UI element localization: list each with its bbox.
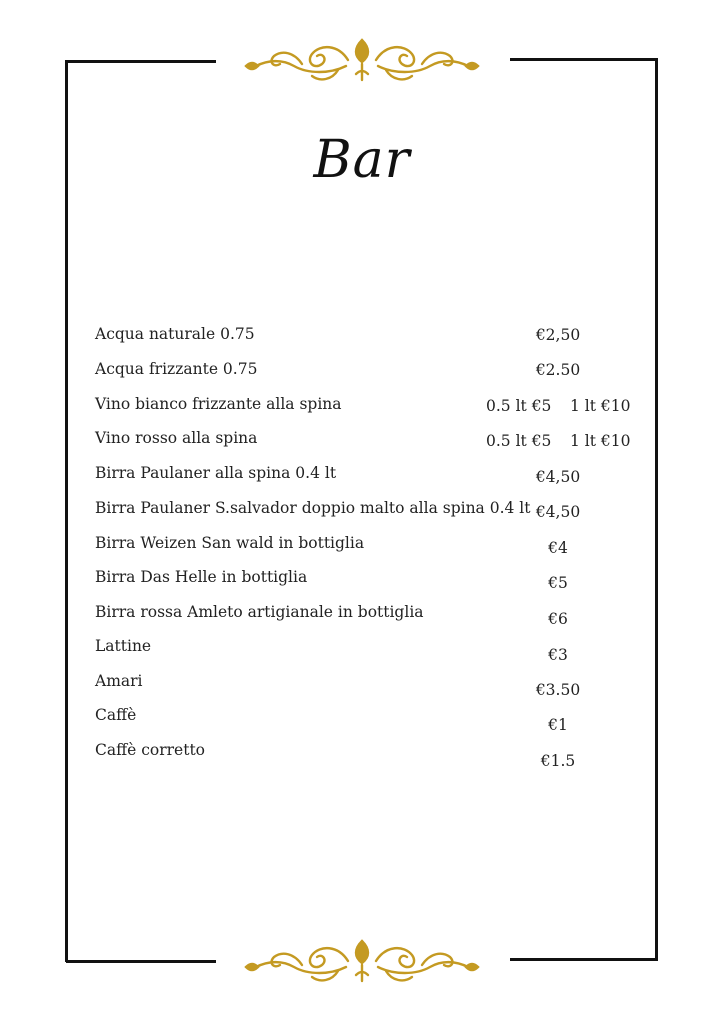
menu-item-name: Lattine [95,637,152,655]
menu-item-name: Amari [95,672,143,690]
menu-item-price: €3 [548,646,568,664]
menu-item-price: €3.50 [535,681,581,699]
menu-item-price: €2.50 [535,361,581,379]
page-title: Bar [313,130,411,190]
menu-item-price: €4,50 [535,503,581,521]
menu-item-name: Vino rosso alla spina [95,429,258,447]
frame-bottom-left [66,960,216,963]
menu-item-price-half: 0.5 lt €5 [486,397,552,415]
menu-item-price: €1 [548,716,568,734]
menu-item-name: Birra Paulaner alla spina 0.4 lt [95,464,337,482]
menu-item-name: Acqua naturale 0.75 [95,325,255,343]
menu-item-price-full: 1 lt €10 [570,397,631,415]
menu-item-price: €2,50 [535,326,581,344]
menu-item-price: €1.5 [540,752,576,770]
frame-right [655,58,658,960]
top-gold-flourish-icon [242,34,482,86]
frame-left [65,60,68,962]
frame-top-left [66,60,216,63]
menu-item-name: Caffè [95,706,137,724]
menu-item-name: Birra Das Helle in bottiglia [95,568,308,586]
frame-bottom-right [510,958,658,961]
frame-top-right [510,58,658,61]
bottom-gold-flourish-icon [242,935,482,987]
menu-item-name: Birra rossa Amleto artigianale in bottiglia [95,603,424,621]
menu-item-price: €4 [548,539,568,557]
menu-item-price: €5 [548,574,568,592]
menu-item-name: Vino bianco frizzante alla spina [95,395,342,413]
menu-item-name: Birra Paulaner S.salvador doppio malto alla spina 0.4 lt [95,499,531,517]
menu-item-name: Birra Weizen San wald in bottiglia [95,534,365,552]
menu-item-price: €4,50 [535,468,581,486]
menu-item-name: Caffè corretto [95,741,206,759]
menu-item-price: €6 [548,610,568,628]
menu-item-price-half: 0.5 lt €5 [486,432,552,450]
menu-item-name: Acqua frizzante 0.75 [95,360,258,378]
menu-item-price-full: 1 lt €10 [570,432,631,450]
